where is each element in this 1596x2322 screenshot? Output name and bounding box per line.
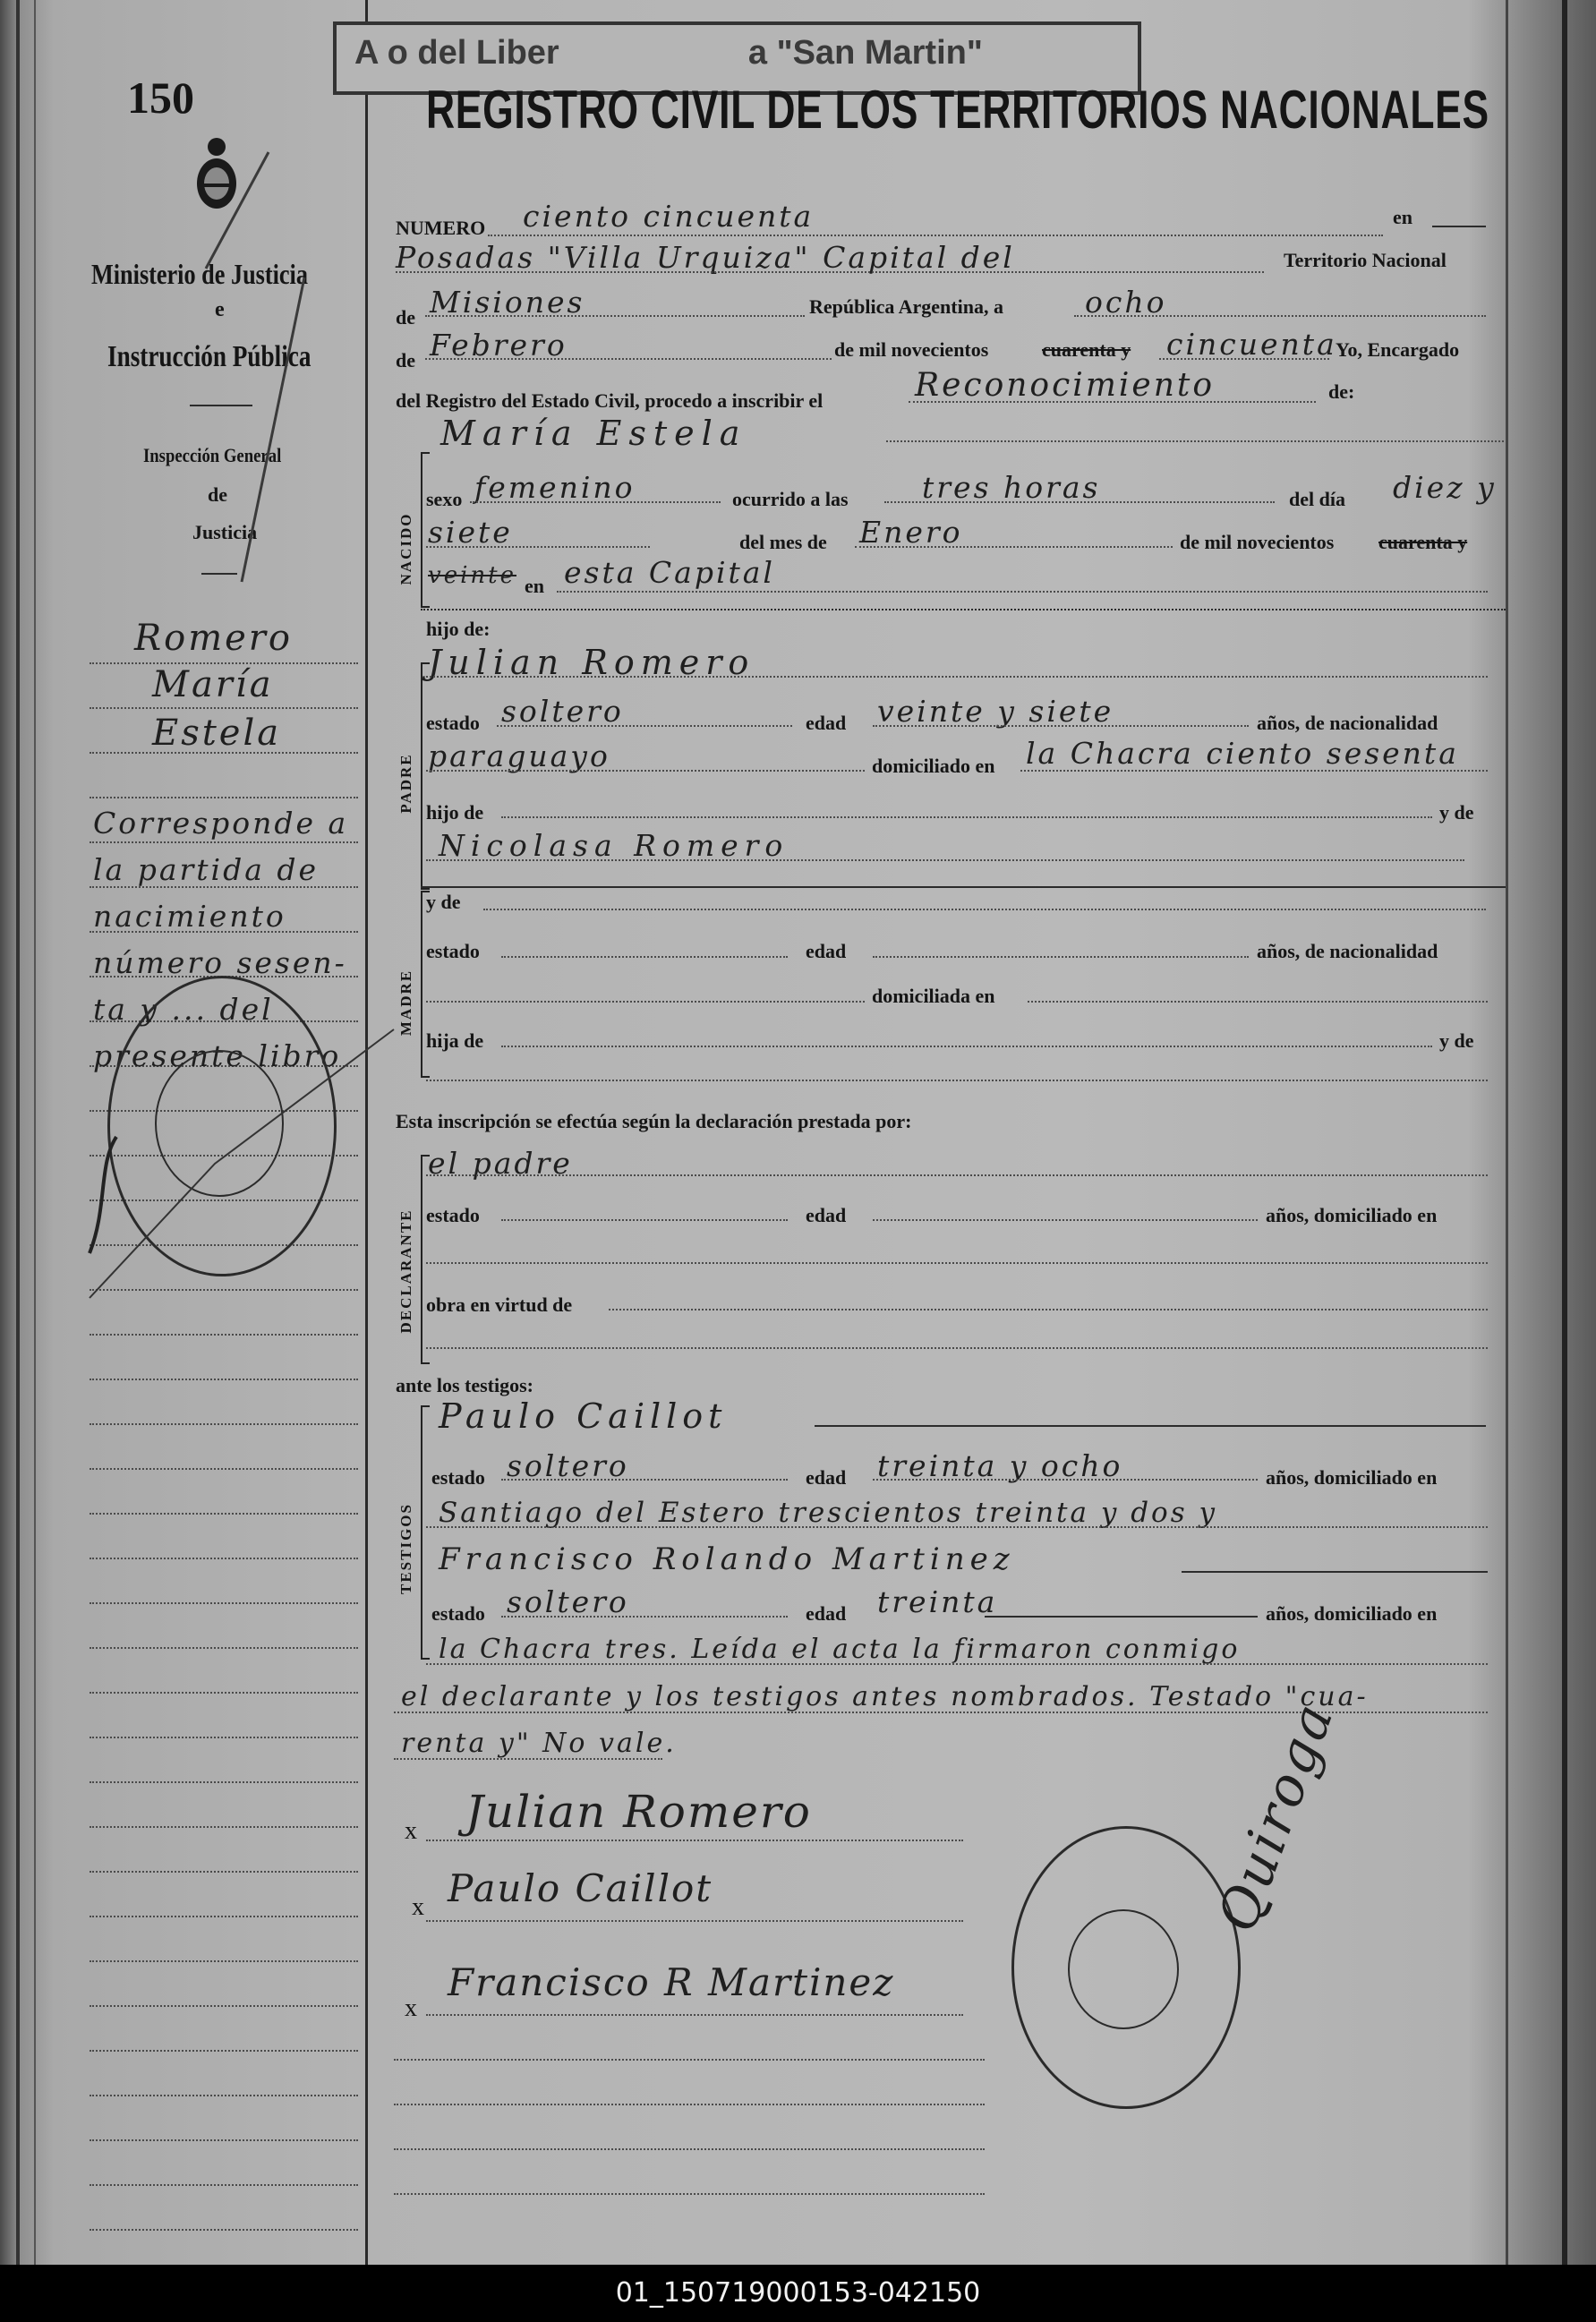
firma3-signature: Francisco R Martinez <box>448 1960 895 2004</box>
margin-rule-line <box>90 1423 358 1425</box>
padre-hijo-de-line <box>501 816 1432 818</box>
ministry-line1: Ministerio de Justicia <box>91 258 308 290</box>
margin-pen-strokes <box>36 134 412 1387</box>
inspection-line1: Inspección General <box>143 444 282 466</box>
obra-virtud-line <box>609 1309 1488 1310</box>
padre-nacionalidad-line <box>426 770 865 772</box>
en-label: en <box>1393 206 1413 228</box>
cuarenta-struck-2: cuarenta y <box>1378 531 1468 553</box>
testigo1-estado-value: soltero <box>507 1448 629 1483</box>
testigo2-estado-label: estado <box>431 1602 485 1625</box>
declarante-extra-line <box>426 1347 1488 1349</box>
declarante-edad-label: edad <box>806 1204 847 1226</box>
madre-anos-label: años, de nacionalidad <box>1257 940 1438 962</box>
declaracion-label: Esta inscripción se efectúa según la declaración prestada por: <box>396 1110 912 1132</box>
padre-estado-label: estado <box>426 712 480 734</box>
firma3-mark: x <box>405 1994 417 2022</box>
anio-nac-value: veinte <box>428 562 516 589</box>
main-rule-line <box>394 2193 985 2195</box>
anio-line <box>1159 358 1329 360</box>
mes-value: Febrero <box>430 328 568 363</box>
testigo1-estado-line <box>501 1479 788 1481</box>
sexo-label: sexo <box>426 488 463 510</box>
nacido-label: NACIDO <box>397 512 414 585</box>
nota-line1-rule <box>426 1663 1488 1665</box>
margin-rule-line <box>90 1602 358 1604</box>
declarante-bracket <box>421 1155 430 1364</box>
margin-rule-line <box>90 1513 358 1515</box>
lugar-nac-line <box>557 591 1488 593</box>
declarante-value: el padre <box>428 1146 573 1181</box>
madre-domiciliada-label: domiciliada en <box>872 985 995 1007</box>
margin-rule-line <box>90 1647 358 1649</box>
de-mil-nov-label: de mil novecientos <box>1180 531 1335 553</box>
madre-y-de-label-2: y de <box>1439 1029 1474 1052</box>
margin-note-line6: presente libro <box>93 1038 342 1073</box>
margin-note-line5: ta y ... del <box>93 992 274 1027</box>
registro-label: del Registro del Estado Civil, procedo a inscribir el <box>396 389 824 412</box>
padre-domicilio-line <box>1020 770 1488 772</box>
obra-virtud-label: obra en virtud de <box>426 1293 573 1316</box>
territorio-line <box>425 315 805 317</box>
numero-label: NUMERO <box>396 217 486 239</box>
official-seal-inner <box>1068 1909 1179 2029</box>
ocurrido-label: ocurrido a las <box>732 488 849 510</box>
margin-rule-line <box>90 2139 358 2141</box>
padre-nombre-value: Julian Romero <box>428 643 755 682</box>
padre-nacionalidad-value: paraguayo <box>428 738 610 773</box>
padre-madre-value: Nicolasa Romero <box>439 828 789 863</box>
padre-edad-line <box>873 725 1249 727</box>
main-rule-line <box>394 2104 985 2105</box>
margin-rule-line <box>90 2005 358 2007</box>
declarante-estado-line <box>501 1219 788 1221</box>
padre-label: PADRE <box>397 753 414 814</box>
nombre-value: María Estela <box>440 414 747 453</box>
padre-y-de-label: y de <box>1439 801 1474 824</box>
madre-hija-de-label: hija de <box>426 1029 484 1052</box>
nota-line3-rule <box>394 1758 662 1760</box>
dia-nac-value-2: siete <box>428 515 513 550</box>
del-mes-label: del mes de <box>739 531 827 553</box>
testigo2-estado-value: soltero <box>507 1584 629 1619</box>
testigo1-edad-line <box>873 1479 1258 1481</box>
testigo1-estado-label: estado <box>431 1466 485 1489</box>
margin-rule-line <box>90 2229 358 2231</box>
acto-value: Reconocimiento <box>915 367 1216 404</box>
en-nac-label: en <box>525 575 544 597</box>
margin-rule-line <box>90 1960 358 1962</box>
nota-line1: la Chacra tres. Leída el acta la firmaron conmigo <box>439 1634 1241 1665</box>
margin-name-line1: Romero <box>134 618 294 659</box>
republica-label: República Argentina, a <box>809 295 1003 318</box>
anio-value: cincuenta <box>1166 327 1337 362</box>
firma2-signature: Paulo Caillot <box>448 1866 713 1910</box>
testigo2-value: Francisco Rolando Martinez <box>439 1541 1015 1577</box>
main-rule-line <box>394 2059 985 2061</box>
padre-top-separator <box>421 609 1506 610</box>
firma2-line <box>426 1920 963 1922</box>
firma1-mark: x <box>405 1817 417 1845</box>
margin-rule-line <box>90 1826 358 1828</box>
testigo2-anos-label: años, domiciliado en <box>1266 1602 1438 1625</box>
testigo1-edad-value: treinta y ocho <box>877 1448 1123 1483</box>
padre-bracket <box>421 662 430 890</box>
firma1-signature: Julian Romero <box>465 1786 812 1838</box>
madre-nombre-line <box>483 909 1486 910</box>
image-caption-bar <box>0 2265 1596 2322</box>
madre-estado-label: estado <box>426 940 480 962</box>
declarante-anos-label: años, domiciliado en <box>1266 1204 1438 1226</box>
madre-madre-line <box>426 1080 1488 1081</box>
madre-edad-line <box>873 956 1249 958</box>
margin-rule-line <box>90 1692 358 1694</box>
margin-rule-line <box>90 1737 358 1738</box>
official-signature: Quiroga <box>1206 1694 1347 1940</box>
padre-edad-label: edad <box>806 712 847 734</box>
form-title: REGISTRO CIVIL DE LOS TERRITORIOS NACIONALES <box>426 80 1489 140</box>
margin-rule-line <box>90 2095 358 2096</box>
testigo2-edad-value: treinta <box>877 1584 998 1619</box>
inspection-line3: Justicia <box>192 521 258 543</box>
margin-rule-line <box>90 2050 358 2052</box>
testigo1-value: Paulo Caillot <box>439 1396 728 1436</box>
del-dia-label: del día <box>1289 488 1345 510</box>
testigo1-domicilio-line <box>426 1526 1488 1528</box>
sexo-line <box>470 501 721 503</box>
page-number: 150 <box>127 73 194 123</box>
year-banner-text: A o del Liber a "San Martin" <box>354 34 983 72</box>
page-right-edge <box>1506 0 1508 2265</box>
margin-note-line4: número sesen- <box>93 945 347 980</box>
lugar-nac-value: esta Capital <box>564 555 775 590</box>
territorio-label: Territorio Nacional <box>1284 249 1447 271</box>
declarante-estado-label: estado <box>426 1204 480 1226</box>
sexo-value: femenino <box>474 470 636 505</box>
dia-nac-value-1: diez y <box>1393 470 1497 505</box>
inspection-line2: de <box>208 483 227 506</box>
margin-name-line2: María <box>152 664 274 705</box>
numero-value: ciento cincuenta <box>523 199 815 234</box>
madre-domicilio-line <box>1028 1001 1488 1003</box>
madre-hija-de-line <box>501 1046 1432 1047</box>
mes-nac-line <box>855 546 1173 548</box>
mil-novecientos-label: de mil novecientos <box>834 338 989 361</box>
testigo2-estado-line <box>501 1616 788 1618</box>
yo-label: Yo, Encargado <box>1336 338 1460 361</box>
margin-note-line2: la partida de <box>93 852 320 887</box>
testigo1-line <box>815 1425 1486 1427</box>
main-rule-line <box>394 2148 985 2150</box>
margin-rule-line <box>90 1916 358 1917</box>
acto-line <box>909 401 1316 403</box>
en-line <box>1432 226 1486 227</box>
mes-nac-value: Enero <box>859 515 963 550</box>
madre-y-de-label: y de <box>426 891 461 913</box>
ministry-line2: e <box>215 298 225 321</box>
firma1-line <box>426 1840 963 1841</box>
testigo1-anos-label: años, domiciliado en <box>1266 1466 1438 1489</box>
padre-estado-value: soltero <box>501 694 624 729</box>
margin-rule-line <box>90 2184 358 2186</box>
margin-rule-line <box>90 1468 358 1470</box>
margin-note-line3: nacimiento <box>93 899 286 934</box>
testigos-bracket <box>421 1405 430 1660</box>
margin-rule-line <box>90 1871 358 1873</box>
territorio-value: Misiones <box>430 285 585 320</box>
image-caption: 01_150719000153-042150 <box>615 2277 981 2309</box>
declarante-line <box>426 1174 1488 1176</box>
madre-estado-line <box>501 956 788 958</box>
nombre-line <box>886 440 1504 442</box>
nota-line2: el declarante y los testigos antes nombrados. Testado "cua- <box>401 1681 1369 1712</box>
hijo-de-label: hijo de: <box>426 618 491 640</box>
margin-rule-line <box>90 1781 358 1783</box>
padre-domiciliado-label: domiciliado en <box>872 755 995 777</box>
firma3-line <box>426 2014 963 2016</box>
ministry-line3: Instrucción Pública <box>107 340 312 373</box>
padre-estado-line <box>497 725 792 727</box>
margin-note-line1: Corresponde a <box>93 806 349 841</box>
dia-value: ocho <box>1085 285 1167 320</box>
testigo2-line <box>1182 1571 1488 1573</box>
nota-line3: renta y" No vale. <box>401 1728 677 1759</box>
testigo1-edad-label: edad <box>806 1466 847 1489</box>
firma2-mark: x <box>412 1893 424 1921</box>
hora-line <box>884 501 1275 503</box>
mes-line <box>425 358 832 360</box>
dia-line <box>1074 315 1486 317</box>
testigo2-edad-line <box>985 1616 1258 1618</box>
padre-anos-label: años, de nacionalidad <box>1257 712 1438 734</box>
testigos-label: TESTIGOS <box>397 1503 414 1594</box>
de-label-2: de <box>396 349 415 371</box>
declarante-edad-line <box>873 1219 1258 1221</box>
madre-top-separator <box>421 886 1506 888</box>
de-label-1: de <box>396 306 415 329</box>
margin-rule-line <box>90 1558 358 1559</box>
hora-value: tres horas <box>922 470 1101 505</box>
numero-line <box>488 235 1383 236</box>
page-right-edge-2 <box>1562 0 1567 2265</box>
padre-hijo-de-label: hijo de <box>426 801 484 824</box>
lugar-value: Posadas "Villa Urquiza" Capital del <box>396 240 1015 275</box>
cuarenta-struck: cuarenta y <box>1042 338 1131 361</box>
padre-domicilio-value: la Chacra ciento sesenta <box>1026 736 1459 771</box>
de-colon-label: de: <box>1328 380 1355 403</box>
dia-nac-line <box>426 546 650 548</box>
testigo1-domicilio-value: Santiago del Estero trescientos treinta y dos y <box>439 1497 1217 1529</box>
official-civil-registry-seal <box>1011 1826 1241 2109</box>
testigo2-edad-label: edad <box>806 1602 847 1625</box>
madre-edad-label: edad <box>806 940 847 962</box>
madre-label: MADRE <box>397 969 414 1037</box>
padre-madre-line <box>426 859 1464 861</box>
margin-name-line3: Estela <box>152 713 282 754</box>
lugar-line <box>396 271 1264 273</box>
page-left-edge <box>16 0 20 2265</box>
padre-nombre-line <box>426 676 1488 678</box>
madre-nacionalidad-line <box>426 1001 865 1003</box>
ante-testigos-label: ante los testigos: <box>396 1374 533 1396</box>
declarante-label: DECLARANTE <box>397 1208 414 1334</box>
declarante-domicilio-line-1 <box>426 1262 1488 1264</box>
padre-edad-value: veinte y siete <box>877 694 1114 729</box>
